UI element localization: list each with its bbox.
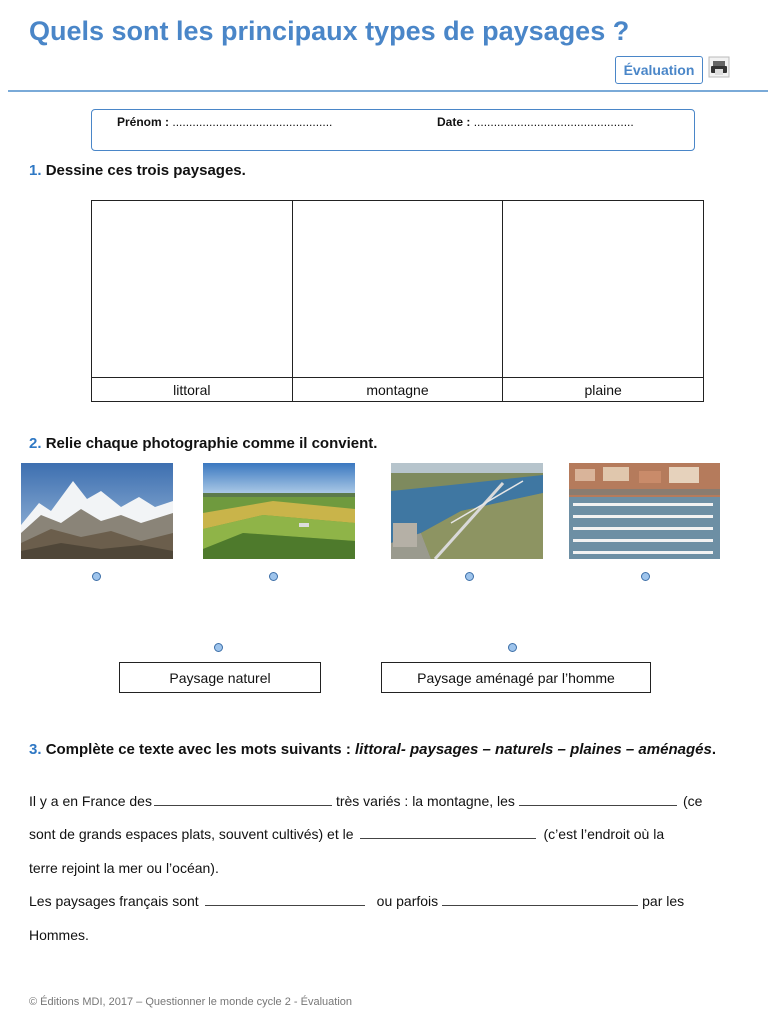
text-segment: Il y a en France des [29,793,152,809]
blank-littoral[interactable] [360,827,536,839]
date-label: Date : [437,115,471,129]
harbour-photo [569,463,720,559]
firstname-field[interactable] [117,115,332,129]
harbour-photo-link-dot[interactable] [641,572,650,581]
question-3-word-list: littoral- paysages – naturels – plaines – aménagés [354,741,712,758]
blank-naturels[interactable] [205,894,365,906]
question-1 [29,162,246,179]
text-segment: (ce [682,793,703,809]
question-3 [29,739,729,760]
text-segment: Les paysages français sont [29,893,199,909]
question-3-end: . [711,741,716,758]
text-line-1 [29,793,702,809]
text-line-5: Hommes. [29,927,89,943]
man-made-landscape-link-dot[interactable] [508,643,517,652]
blank-paysages[interactable] [154,794,332,806]
footer-copyright: © Éditions MDI, 2017 – Questionner le monde cycle 2 - Évaluation [29,996,352,1008]
date-field[interactable] [437,115,634,129]
man-made-landscape-box: Paysage aménagé par l’homme [381,662,651,693]
question-1-number: 1. [29,162,42,179]
text-line-3: terre rejoint la mer ou l’océan). [29,860,219,876]
page-title: Quels sont les principaux types de paysages ? [29,16,630,46]
label-plaine: plaine [503,378,704,402]
text-line-2 [29,826,664,842]
label-littoral: littoral [92,378,293,402]
blank-plaines[interactable] [519,794,677,806]
natural-landscape-box: Paysage naturel [119,662,321,693]
text-segment: très variés : la montagne, les [335,793,515,809]
drawing-area-montagne[interactable] [292,201,503,378]
question-2-text: Relie chaque photographie comme il convient. [45,435,378,452]
mountain-photo-link-dot[interactable] [92,572,101,581]
label-montagne: montagne [292,378,503,402]
question-3-intro: Complète ce texte avec les mots suivants : [45,741,355,758]
mountain-photo [21,463,173,559]
question-3-number: 3. [29,741,42,758]
blank-amenages[interactable] [442,894,638,906]
text-line-4 [29,893,684,909]
river-bridge-photo-link-dot[interactable] [465,572,474,581]
date-dots: ................................................ [473,115,634,129]
question-2 [29,435,377,452]
question-1-text: Dessine ces trois paysages. [45,162,246,179]
firstname-dots: ................................................ [172,115,333,129]
text-segment: (c’est l’endroit où la [543,826,665,842]
evaluation-badge: Évaluation [615,56,703,84]
plain-photo [203,463,355,559]
firstname-label: Prénom : [117,115,170,129]
text-segment: par les [642,893,685,909]
natural-landscape-link-dot[interactable] [214,643,223,652]
drawing-area-plaine[interactable] [503,201,704,378]
drawing-area-littoral[interactable] [92,201,293,378]
question-2-number: 2. [29,435,42,452]
river-bridge-photo [391,463,543,559]
drawing-table [91,200,704,402]
plain-photo-link-dot[interactable] [269,572,278,581]
printer-icon [708,56,730,78]
header-divider [8,90,768,92]
text-segment: sont de grands espaces plats, souvent cultivés) et le [29,826,354,842]
text-segment: ou parfois [376,893,439,909]
